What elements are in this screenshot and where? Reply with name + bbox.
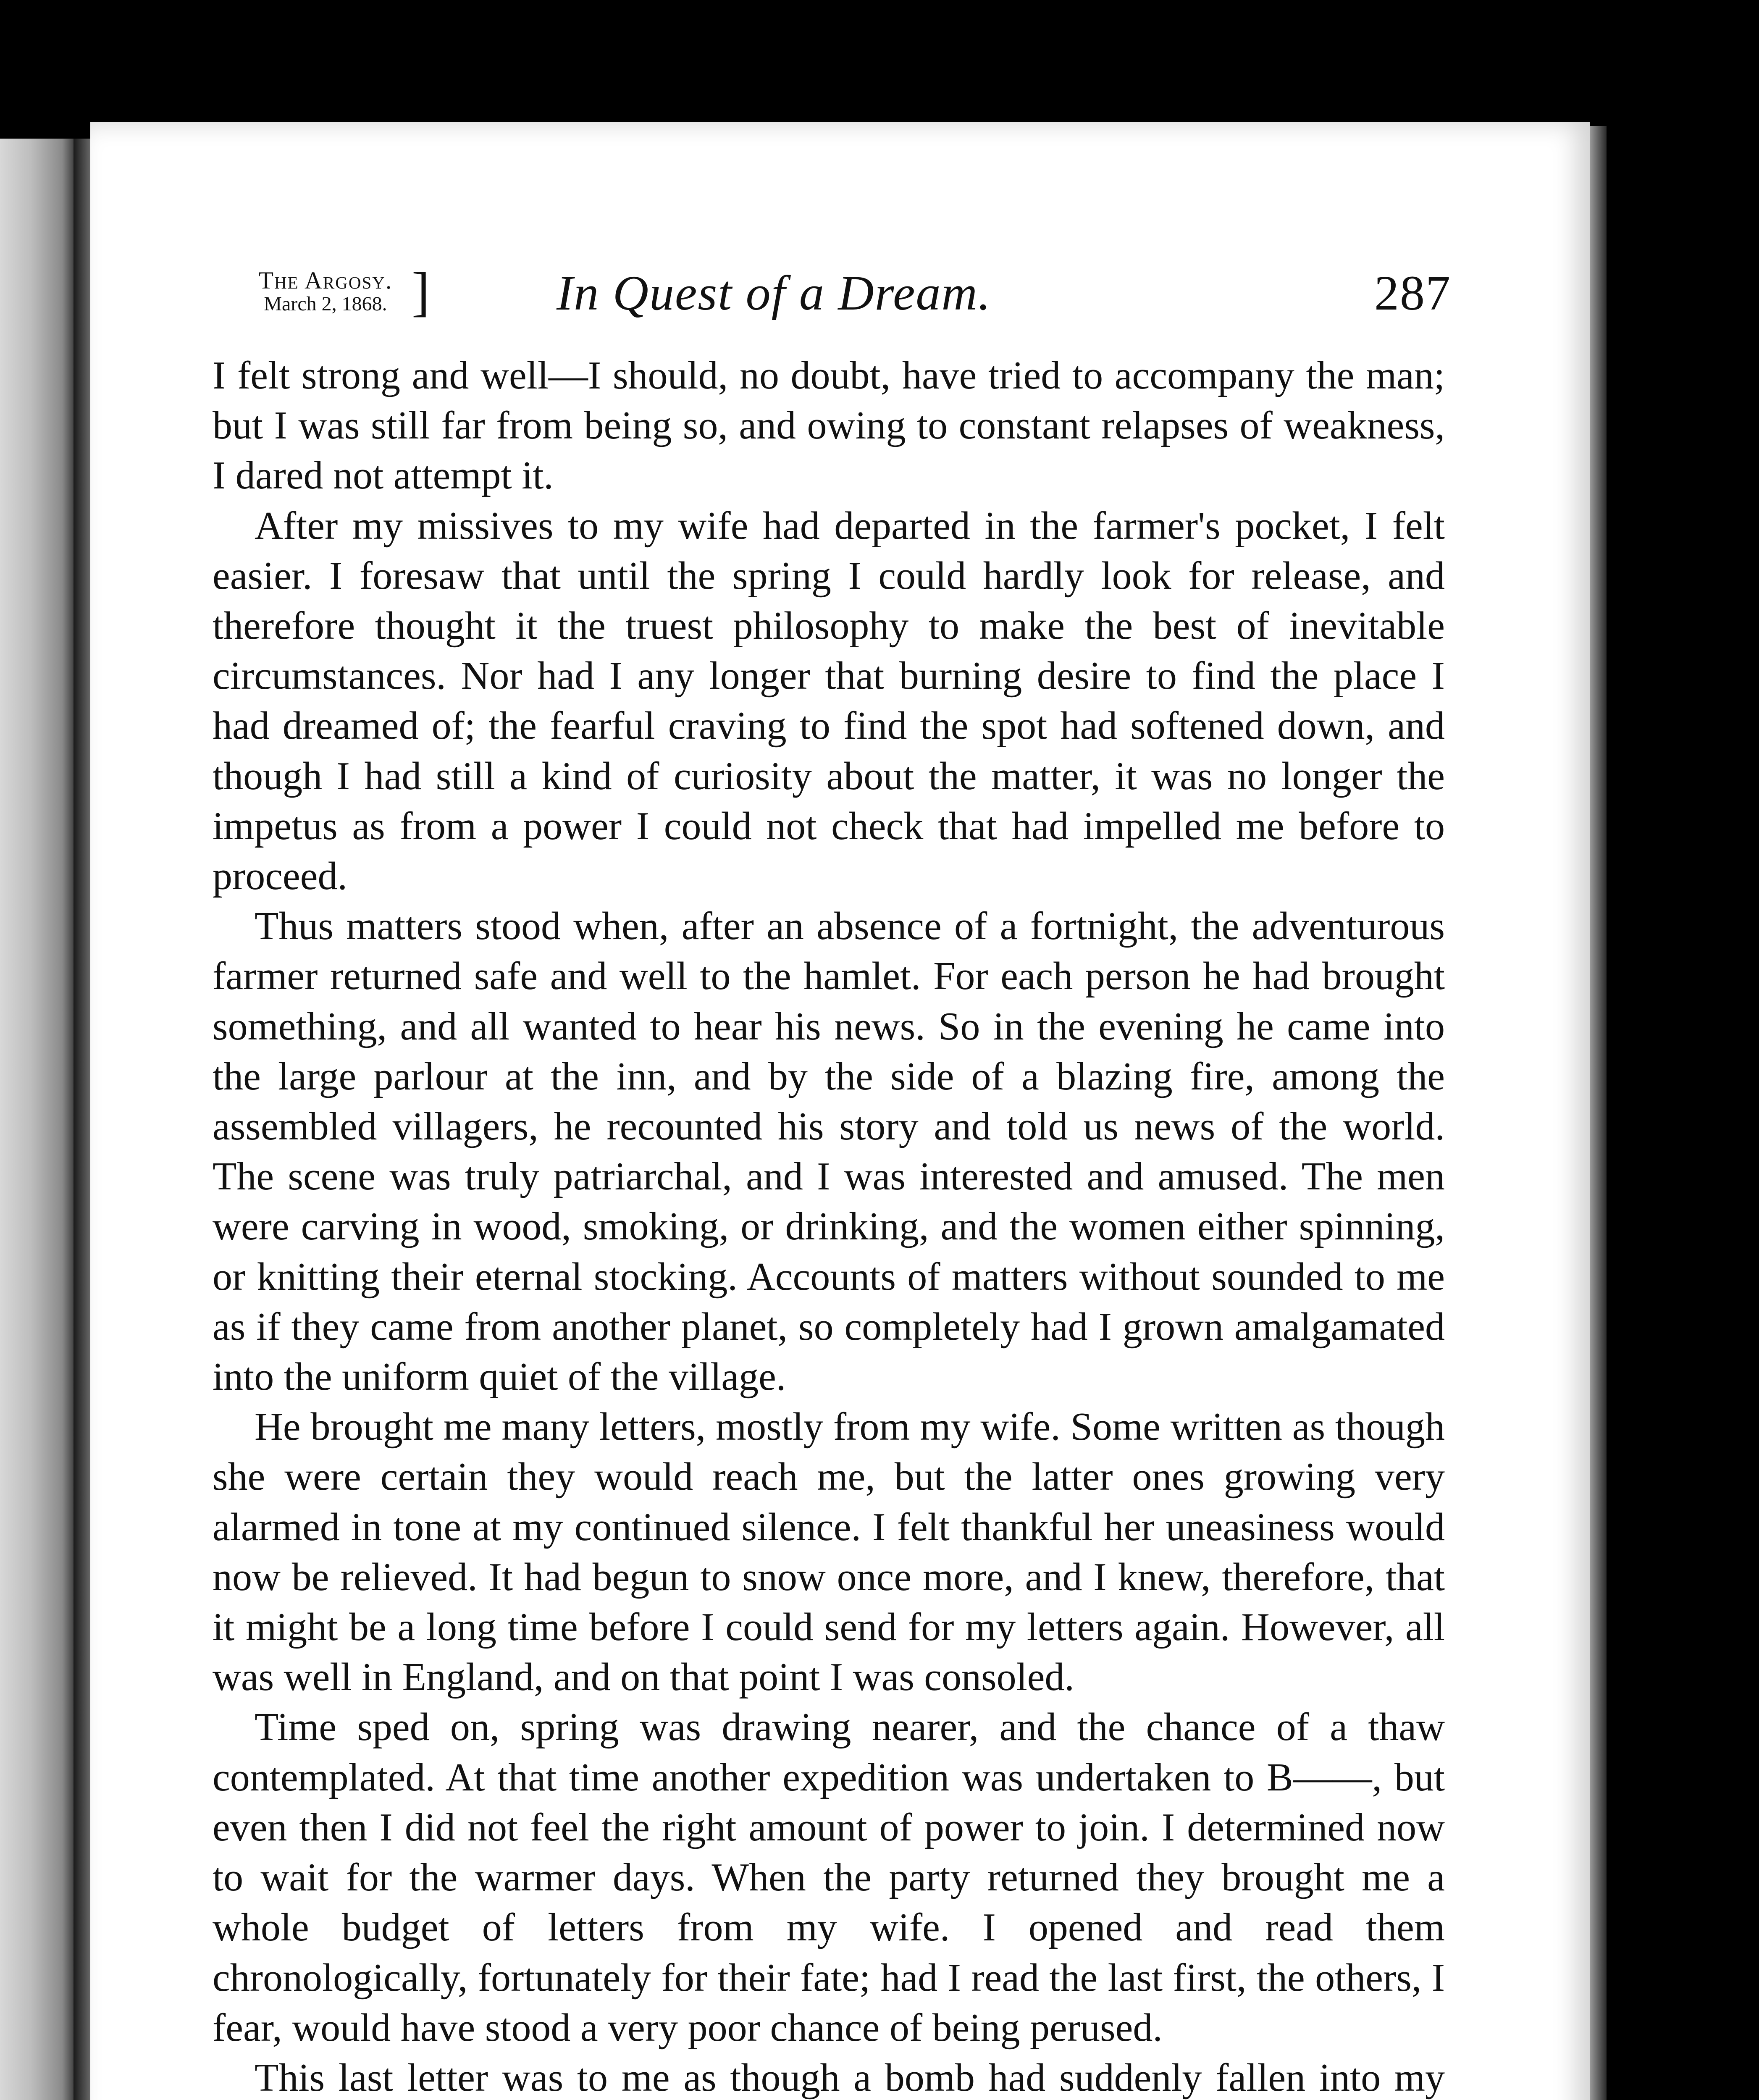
body-text xyxy=(213,351,1445,2100)
paragraph: He brought me many letters, mostly from my wife. Some written as though she were certain they would reach me, but the latter ones growing very alarmed in tone at my continued silence. I felt thankful her uneasiness would now be relieved. It had begun to snow once more, and I knew, therefore, that it might be a long time before I could send for my letters again. However, all was well in England, and on that point I was consoled. xyxy=(213,1405,1445,1699)
publication-meta xyxy=(237,269,414,316)
paragraph: This last letter was to me as though a bomb had suddenly fallen into my xyxy=(255,2055,1445,2100)
paragraph: After my missives to my wife had departed in the farmer's pocket, I felt easier. I foresaw that until the spring I could hardly look for release, and therefore thought it the truest philosophy to make the best of inevitable circumstances. Nor had I any longer that burning desire to find the place I had dreamed of; the fearful craving to find the spot had softened down, and though I had still a kind of curiosity about the matter, it was no longer the impetus as from a power I could not check that had impelled me before to proceed. xyxy=(213,504,1445,898)
paragraph: Thus matters stood when, after an absence of a fortnight, the adventurous farmer returned safe and well to the hamlet. For each person he had brought something, and all wanted to hear his news. So in the evening he came into the large parlour at the inn, and by the side of a blazing fire, among the assembled villagers, he recounted his story and told us news of the world. The scene was truly patriarchal, and I was interested and amused. The men were carving in wood, smoking, or drinking, and the women either spinning, or knitting their eternal stocking. Accounts of matters without sounded to me as if they came from another planet, so completely had I grown amalgamated into the uniform quiet of the village. xyxy=(213,904,1445,1399)
running-header xyxy=(145,262,1451,328)
paragraph: Time sped on, spring was drawing nearer, and the chance of a thaw contemplated. At that time another expedition was undertaken to B——, but even then I did not feel the right amount of power to join. I determined now to wait for the warmer days. When the party returned they brought me a whole budget of letters from my wife. I opened and read them chronologically, fortunately for their fate; had I read the last first, the others, I fear, would have stood a very poor chance of being perused. xyxy=(213,1705,1445,2050)
page-edge-right xyxy=(1590,126,1607,2100)
running-title: In Quest of a Dream. xyxy=(557,265,992,320)
page-number: 287 xyxy=(1374,265,1451,320)
left-page-edge xyxy=(0,139,78,2100)
publication-name: The Argosy. xyxy=(258,267,393,294)
header-bracket: ] xyxy=(412,262,430,322)
publication-date: March 2, 1868. xyxy=(264,293,387,315)
paragraph: I felt strong and well—I should, no doubt, have tried to accompany the man; but I was still far from being so, and owing to constant relapses of weakness, I dared not attempt it. xyxy=(213,354,1445,498)
